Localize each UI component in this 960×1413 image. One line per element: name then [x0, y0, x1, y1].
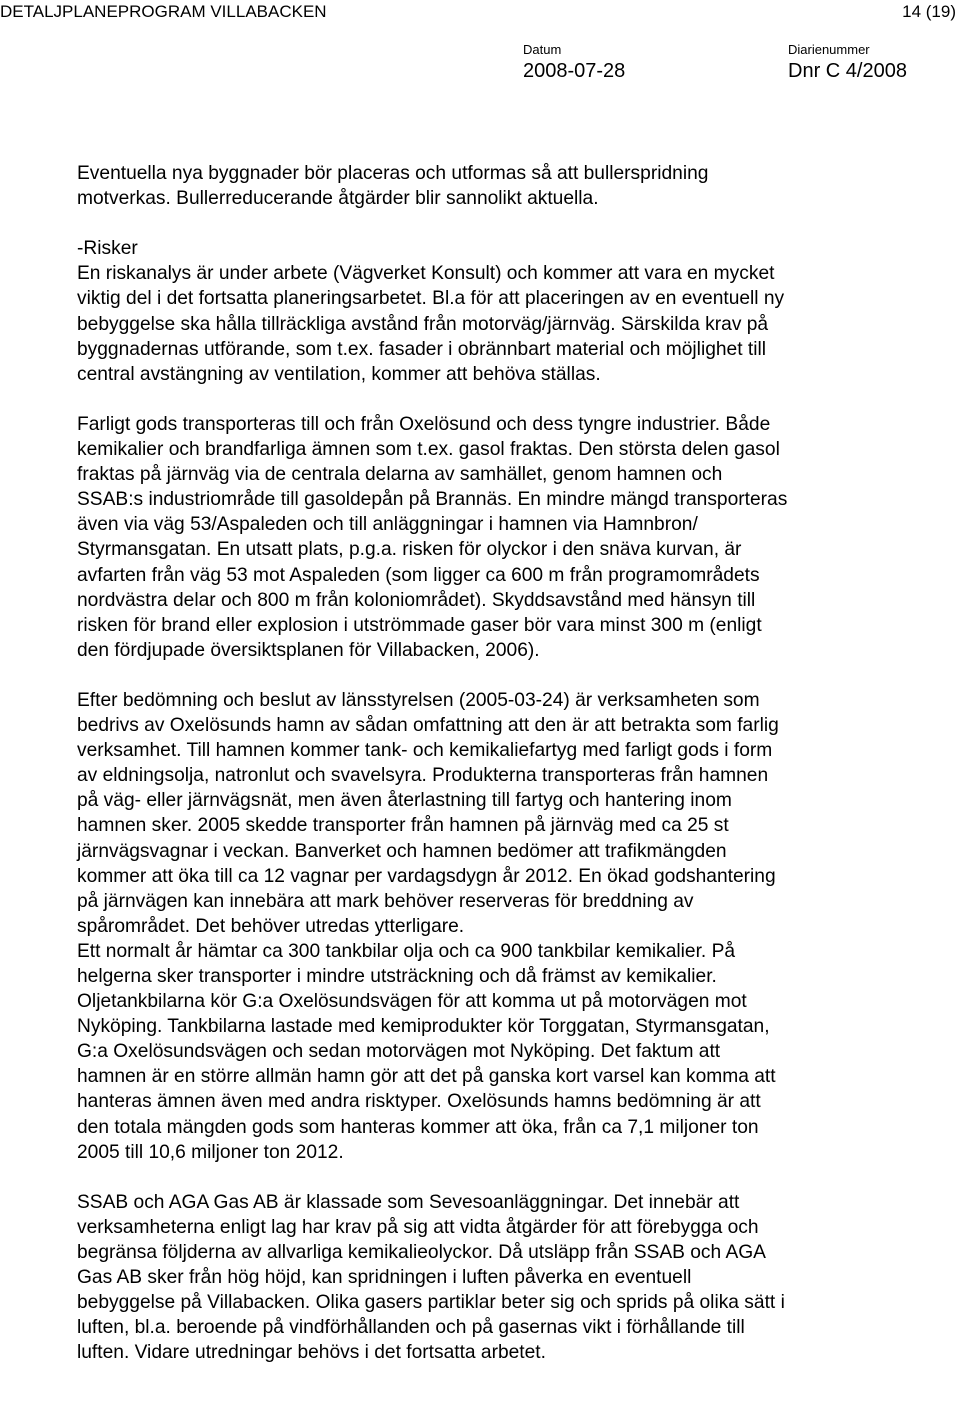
- text-line: G:a Oxelösundsvägen och sedan motorvägen mot Nyköping. Det faktum att: [77, 1041, 721, 1063]
- text-line: En riskanalys är under arbete (Vägverket Konsult) och kommer att vara en mycket: [77, 263, 775, 285]
- paragraph-seveso: [77, 1190, 957, 1366]
- text-line: kemikalier och brandfarliga ämnen som t.ex. gasol fraktas. Den största delen gasol: [77, 439, 780, 461]
- text-line: även via väg 53/Aspaleden och till anläggningar i hamnen via Hamnbron/: [77, 514, 698, 536]
- text-line: luften. Vidare utredningar behövs i det fortsatta arbetet.: [77, 1342, 546, 1364]
- text-line: hamnen är en större allmän hamn gör att det på ganska kort varsel kan komma att: [77, 1066, 776, 1088]
- text-line: kommer att öka till ca 12 vagnar per vardagsdygn år 2012. En ökad godshantering: [77, 865, 776, 887]
- paragraph-lansstyrelsen: [77, 688, 957, 939]
- text-line: Styrmansgatan. En utsatt plats, p.g.a. risken för olyckor i den snäva kurvan, är: [77, 539, 742, 561]
- text-line: den totala mängden gods som hanteras kommer att öka, från ca 7,1 miljoner ton: [77, 1116, 759, 1138]
- text-line: verksamheterna enligt lag har krav på sig att vidta åtgärder för att förebygga och: [77, 1216, 759, 1238]
- text-line: SSAB:s industriområde till gasoldepån på Brannäs. En mindre mängd transporteras: [77, 489, 788, 511]
- document-title: DETALJPLANEPROGRAM VILLABACKEN: [0, 2, 327, 21]
- text-line: viktig del i det fortsatta planeringsarbetet. Bl.a för att placeringen av en eventuell ny: [77, 288, 785, 310]
- text-line: risken för brand eller explosion i utströmmade gaser bör vara minst 300 m (enligt: [77, 614, 762, 636]
- text-line: hamnen sker. 2005 skedde transporter från hamnen på järnväg med ca 25 st: [77, 815, 729, 837]
- text-line: byggnadernas utförande, som t.ex. fasader i obrännbart material och möjlighet till: [77, 338, 766, 360]
- text-line: Ett normalt år hämtar ca 300 tankbilar olja och ca 900 tankbilar kemikalier. På: [77, 940, 736, 962]
- date-value: 2008-07-28: [523, 60, 626, 82]
- text-line: motverkas. Bullerreducerande åtgärder blir sannolikt aktuella.: [77, 188, 599, 210]
- page-number: 14 (19): [902, 2, 956, 21]
- text-line: Oljetankbilarna kör G:a Oxelösundsvägen för att komma ut på motorvägen mot: [77, 991, 747, 1013]
- text-line: SSAB och AGA Gas AB är klassade som Sevesoanläggningar. Det innebär att: [77, 1191, 740, 1213]
- text-line: begränsa följderna av allvarliga kemikalieolyckor. Då utsläpp från SSAB och AGA: [77, 1242, 766, 1264]
- text-line: bedrivs av Oxelösunds hamn av sådan omfattning att den är att betrakta som farlig: [77, 715, 779, 737]
- text-line: verksamhet. Till hamnen kommer tank- och kemikaliefartyg med farligt gods i form: [77, 740, 773, 762]
- text-line: luften, bl.a. beroende på vindförhållanden och på gasernas vikt i förhållande till: [77, 1317, 745, 1339]
- text-line: Nyköping. Tankbilarna lastade med kemiprodukter kör Torggatan, Styrmansgatan,: [77, 1016, 770, 1038]
- paragraph-buller: [77, 161, 957, 211]
- text-line: avfarten från väg 53 mot Aspaleden (som ligger ca 600 m från programområdets: [77, 564, 760, 586]
- document-body: [77, 161, 957, 1366]
- diarienummer-label: Diarienummer: [788, 42, 870, 57]
- text-line: på väg- eller järnvägsnät, men även återlastning till fartyg och hantering inom: [77, 790, 732, 812]
- text-line: bebyggelse ska hålla tillräckliga avstånd från motorväg/järnväg. Särskilda krav på: [77, 313, 769, 335]
- text-line: järnvägsvagnar i veckan. Banverket och hamnen bedömer att trafikmängden: [77, 840, 727, 862]
- text-line: 2005 till 10,6 miljoner ton 2012.: [77, 1141, 344, 1163]
- paragraph-tankbilar: [77, 939, 957, 1165]
- paragraph-riskanalys: [77, 261, 957, 386]
- text-line: Gas AB sker från hög höjd, kan spridningen i luften påverka en eventuell: [77, 1267, 692, 1289]
- text-line: Eventuella nya byggnader bör placeras och utformas så att bullerspridning: [77, 163, 709, 184]
- text-line: central avstängning av ventilation, kommer att behöva ställas.: [77, 363, 601, 385]
- text-line: fraktas på järnväg via de centrala delarna av samhället, genom hamnen och: [77, 464, 723, 486]
- text-line: nordvästra delar och 800 m från koloniområdet). Skyddsavstånd med hänsyn till: [77, 589, 756, 611]
- text-line: bebyggelse på Villabacken. Olika gasers partiklar beter sig och sprids på olika sätt i: [77, 1292, 785, 1314]
- text-line: av eldningsolja, natronlut och svavelsyra. Produkterna transporteras från hamnen: [77, 765, 769, 787]
- text-line: på järnvägen kan innebära att mark behöver reserveras för breddning av: [77, 890, 694, 912]
- text-line: spårområdet. Det behöver utredas ytterligare.: [77, 915, 465, 937]
- text-line: Efter bedömning och beslut av länsstyrelsen (2005-03-24) är verksamheten som: [77, 689, 760, 711]
- text-line: helgerna sker transporter i mindre utsträckning och då främst av kemikalier.: [77, 966, 717, 987]
- text-line: den fördjupade översiktsplanen för Villabacken, 2006).: [77, 639, 540, 661]
- date-label: Datum: [523, 42, 562, 57]
- diarienummer-value: Dnr C 4/2008: [788, 60, 907, 82]
- paragraph-farligt-gods: [77, 412, 957, 663]
- text-line: Farligt gods transporteras till och från Oxelösund och dess tyngre industrier. Både: [77, 413, 771, 435]
- section-heading-risker: -Risker: [77, 238, 138, 260]
- text-line: hanteras ämnen även med andra risktyper. Oxelösunds hamns bedömning är att: [77, 1091, 761, 1113]
